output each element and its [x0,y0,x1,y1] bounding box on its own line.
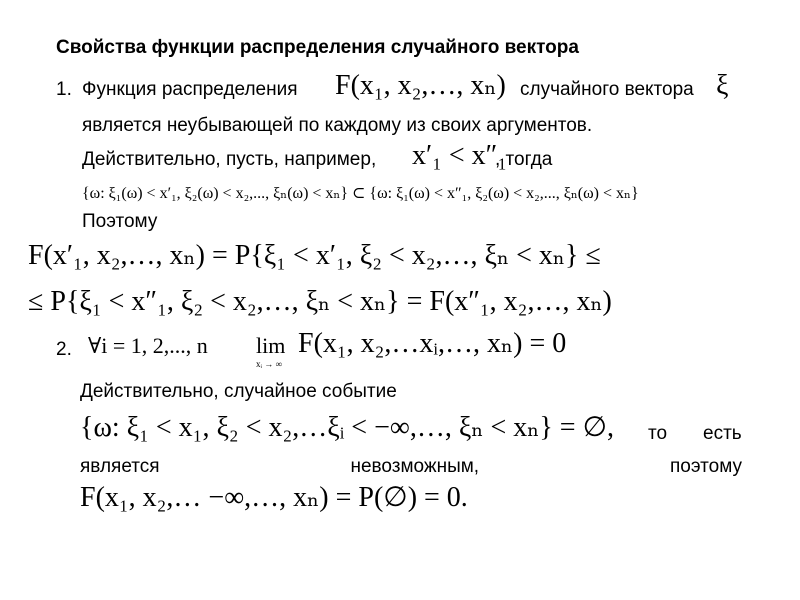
p2-line-a: Действительно, случайное событие [80,381,397,402]
p2-justified-line [80,456,742,478]
p1-therefore: Поэтому [82,211,158,232]
p1-equation-2: ≤ P{ξ₁ < x″₁, ξ₂ < x₂,…, ξₙ < xₙ} = F(x″₁, x₂,…, xₙ) [28,286,612,317]
p2-word-therefore: поэтому [670,456,742,477]
p2-event: {ω: ξ₁ < x₁, ξ₂ < x₂,…ξᵢ < −∞,…, ξₙ < xₙ} = ∅, [80,412,614,443]
item-number-2: 2. [56,339,72,360]
p2-lim-subscript: xᵢ → ∞ [256,359,282,369]
p1-text-b: случайного вектора [520,79,694,100]
p2-limit-b: F(x₁, x₂,…xᵢ,…, xₙ) = 0 [298,328,567,359]
p2-limit-a: ∀i = 1, 2,..., n [88,333,208,358]
p2-word-is: является [80,456,160,477]
p2-word-impossible: невозможным, [350,456,480,477]
p2-that-is-2: есть [703,423,742,444]
item-number-1: 1. [56,79,72,100]
p2-that-is-1: то [648,423,668,444]
p1-line3-a: Действительно, пусть, например, [82,149,377,170]
p2-lim-word: lim [256,333,286,358]
slide-title: Свойства функции распределения случайного вектора [56,37,579,58]
p1-equation-1: F(x′₁, x₂,…, xₙ) = P{ξ₁ < x′₁, ξ₂ < x₂,…, ξₙ < xₙ} ≤ [28,240,601,271]
p1-math-F: F(x₁, x₂,…, xₙ) [335,70,506,101]
p1-math-xi: ξ [716,70,729,101]
p1-math-cond: x′₁ < x″₁ [412,140,508,171]
p1-set-inclusion: {ω: ξ₁(ω) < x′₁, ξ₂(ω) < x₂,..., ξₙ(ω) < xₙ} ⊂ {ω: ξ₁(ω) < x″₁, ξ₂(ω) < x₂,..., ξₙ(ω) < xₙ} [82,185,639,202]
p1-line3-b: , тогда [495,149,553,170]
p1-line2: является неубывающей по каждому из своих аргументов. [82,115,593,136]
p1-text-a: Функция распределения [82,79,298,100]
p2-final-equation: F(x₁, x₂,… −∞,…, xₙ) = P(∅) = 0. [80,482,468,513]
